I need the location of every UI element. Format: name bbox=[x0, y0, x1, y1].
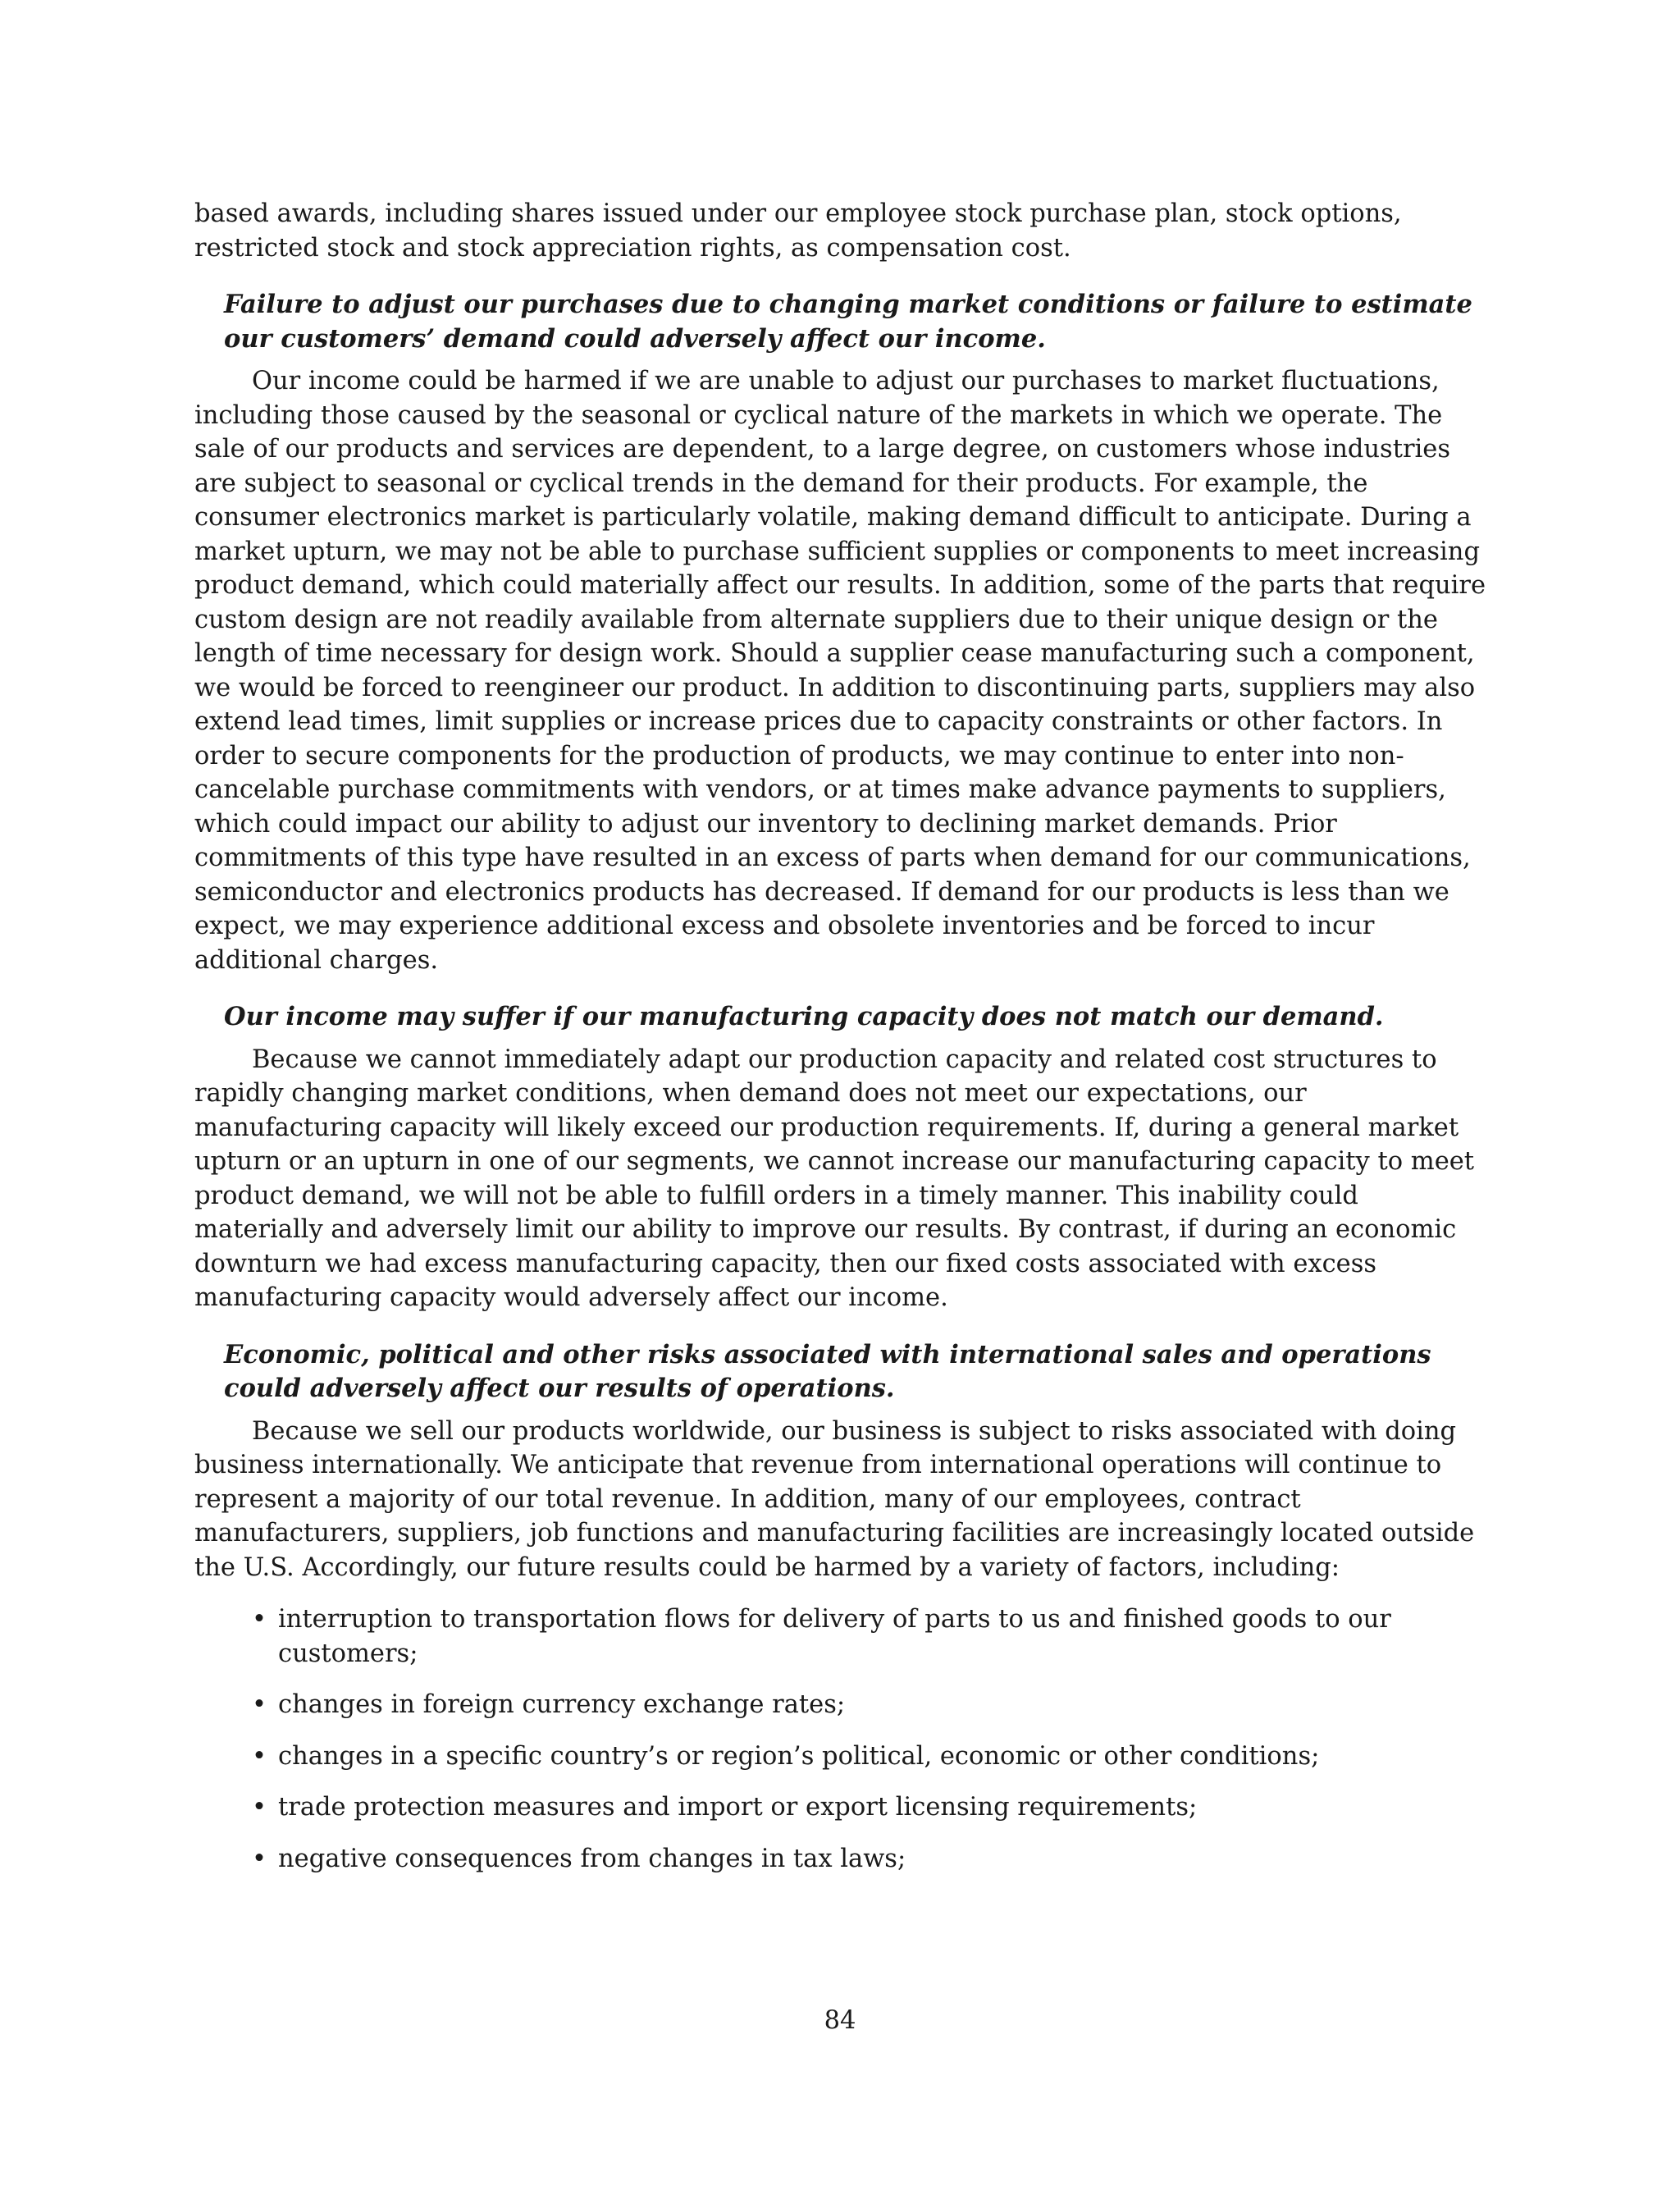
bullet-icon: • bbox=[252, 1793, 267, 1822]
list-item bbox=[252, 1740, 1491, 1774]
document-page bbox=[194, 197, 1491, 1893]
list-item-text: negative consequences from changes in tax laws; bbox=[278, 1844, 906, 1873]
list-item bbox=[252, 1842, 1491, 1877]
list-item-text: changes in a specific country’s or region’s political, economic or other conditions; bbox=[278, 1741, 1320, 1771]
list-item-text: trade protection measures and import or export licensing requirements; bbox=[278, 1793, 1198, 1822]
section-body-capacity: Because we cannot immediately adapt our production capacity and related cost structures to rapidly changing market conditions, when demand does not meet our expectations, our manufacturing capacity will likely exceed our production requirements. If, during a general market upturn or an upturn in one of our segments, we cannot increase our manufacturing capacity to meet product demand, we will not be able to fulfill orders in a timely manner. This inability could materially and adversely limit our ability to improve our results. By contrast, if during an economic downturn we had excess manufacturing capacity, then our fixed costs associated with excess manufacturing capacity would adversely affect our income. bbox=[194, 1045, 1475, 1312]
section-heading-capacity: Our income may suffer if our manufacturing capacity does not match our demand. bbox=[224, 1002, 1384, 1031]
bullet-icon: • bbox=[252, 1741, 267, 1771]
list-item bbox=[252, 1688, 1491, 1722]
risk-factor-list bbox=[194, 1602, 1491, 1876]
bullet-icon: • bbox=[252, 1690, 267, 1719]
bullet-icon: • bbox=[252, 1844, 267, 1873]
section-body-international: Because we sell our products worldwide, our business is subject to risks associated with doing business internationally. We anticipate that revenue from international operations will continue to represent a majority of our total revenue. In addition, many of our employees, contract manufacturers, suppliers, job functions and manufacturing facilities are increasingly located outside the U.S. Accordingly, our future results could be harmed by a variety of factors, including: bbox=[194, 1416, 1475, 1582]
section-heading-international: Economic, political and other risks associated with international sales and operations could adversely affect our results of operations. bbox=[224, 1339, 1431, 1403]
list-item bbox=[252, 1602, 1491, 1671]
section-body-purchases: Our income could be harmed if we are unable to adjust our purchases to market fluctuations, including those caused by the seasonal or cyclical nature of the markets in which we operate. The sale of our products and services are dependent, to a large degree, on customers whose industries are subject to seasonal or cyclical trends in the demand for their products. For example, the consumer electronics market is particularly volatile, making demand difficult to anticipate. During a market upturn, we may not be able to purchase sufficient supplies or components to meet increasing product demand, which could materially affect our results. In addition, some of the parts that require custom design are not readily available from alternate suppliers due to their unique design or the length of time necessary for design work. Should a supplier cease manufacturing such a component, we would be forced to reengineer our product. In addition to discontinuing parts, suppliers may also extend lead times, limit supplies or increase prices due to capacity constraints or other factors. In order to secure components for the production of products, we may continue to enter into non-cancelable purchase commitments with vendors, or at times make advance payments to suppliers, which could impact our ability to adjust our inventory to declining market demands. Prior commitments of this type have resulted in an excess of parts when demand for our communications, semiconductor and electronics products has decreased. If demand for our products is less than we expect, we may experience additional excess and obsolete inventories and be forced to incur additional charges. bbox=[194, 367, 1486, 975]
intro-paragraph: based awards, including shares issued under our employee stock purchase plan, stock options, restricted stock and stock appreciation rights, as compensation cost. bbox=[194, 199, 1402, 263]
list-item bbox=[252, 1790, 1491, 1825]
list-item-text: interruption to transportation flows for delivery of parts to us and finished goods to our customers; bbox=[278, 1605, 1391, 1668]
section-heading-purchases: Failure to adjust our purchases due to changing market conditions or failure to estimate our customers’ demand could adversely affect our income. bbox=[224, 290, 1472, 354]
list-item-text: changes in foreign currency exchange rates; bbox=[278, 1690, 846, 1719]
page-number: 84 bbox=[824, 2006, 856, 2035]
bullet-icon: • bbox=[252, 1605, 267, 1634]
